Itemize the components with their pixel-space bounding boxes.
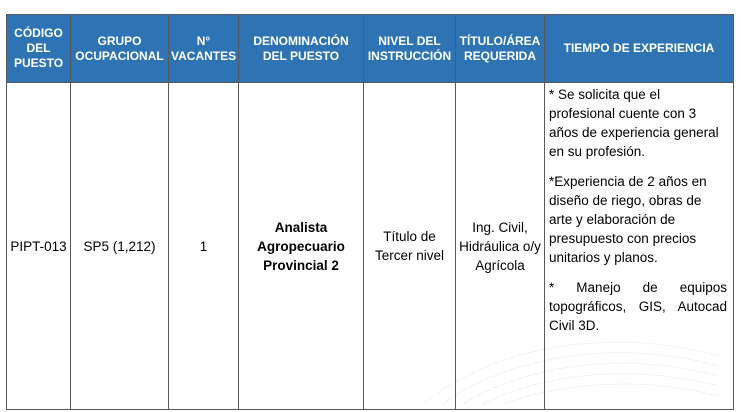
cell-experiencia (545, 83, 734, 410)
header-denominacion: DENOMINACIÓN DEL PUESTO (239, 15, 364, 83)
cell-denominacion: Analista Agropecuario Provincial 2 (239, 83, 364, 410)
header-vacantes: N° VACANTES (169, 15, 239, 83)
header-grupo: GRUPO OCUPACIONAL (71, 15, 169, 83)
experiencia-item: * Se solicita que el profesional cuente con 3 años de experiencia general en su profesión. (549, 87, 719, 159)
cell-nivel: Título de Tercer nivel (364, 83, 456, 410)
table-header-row (7, 15, 734, 83)
table-row (7, 83, 734, 410)
experiencia-item: *Experiencia de 2 años en diseño de riego, obras de arte y elaboración de presupuesto con precios unitarios y planos. (549, 174, 707, 265)
header-nivel: NIVEL DEL INSTRUCCIÓN (364, 15, 456, 83)
cell-grupo: SP5 (1,212) (71, 83, 169, 410)
experiencia-item: * Manejo de equipos topográficos, GIS, Autocad Civil 3D. (549, 280, 727, 333)
header-titulo: TÍTULO/ÁREA REQUERIDA (456, 15, 545, 83)
header-codigo: CÓDIGO DEL PUESTO (7, 15, 71, 83)
cell-vacantes: 1 (169, 83, 239, 410)
cell-codigo: PIPT-013 (7, 83, 71, 410)
cell-titulo: Ing. Civil, Hidráulica o/y Agrícola (456, 83, 545, 410)
header-tiempo: TIEMPO DE EXPERIENCIA (545, 15, 734, 83)
job-requirements-table (6, 14, 734, 410)
